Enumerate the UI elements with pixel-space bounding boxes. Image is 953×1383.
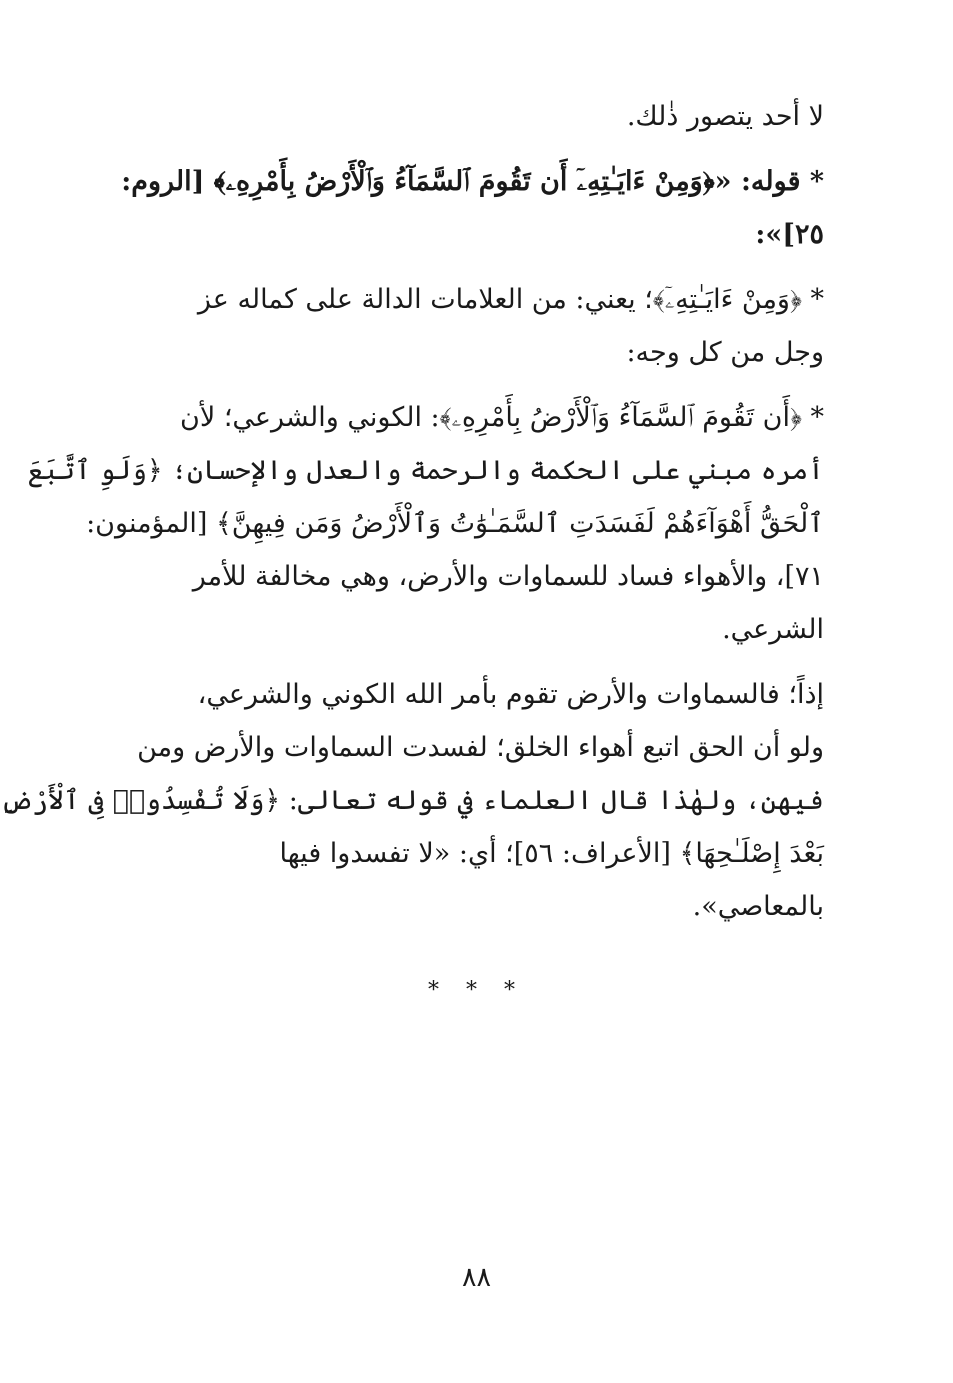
text-line: بَعْدَ إِصْلَـٰحِهَا﴾ [الأعراف: ٥٦]؛ أي: «لا تفسدوا فيها bbox=[279, 838, 824, 869]
paragraph-verse-header bbox=[108, 155, 824, 261]
section-separator: * * * bbox=[428, 978, 525, 1003]
text-line: * ﴿أَن تَقُومَ ٱلسَّمَآءُ وَٱلْأَرْضُ بِأَمْرِهِۦ﴾: الكوني والشرعي؛ لأن bbox=[180, 402, 824, 433]
paragraph-command bbox=[27, 391, 824, 656]
text-line: * ﴿وَمِنْ ءَايَـٰتِهِۦٓ﴾؛ يعني: من العلامات الدالة على كماله عز bbox=[197, 284, 824, 315]
text-line: إذاً؛ فالسماوات والأرض تقوم بأمر الله الكوني والشرعي، bbox=[197, 679, 824, 710]
text-line: ٱلْحَقُّ أَهْوَآءَهُمْ لَفَسَدَتِ ٱلسَّمَـٰوَٰتُ وَٱلْأَرْضُ وَمَن فِيهِنَّ﴾ [المؤمنون: bbox=[86, 508, 824, 539]
page-body bbox=[0, 90, 824, 945]
text-line: لا أحد يتصور ذٰلك. bbox=[626, 101, 824, 132]
text-line: فيهن، ولهٰذا قال العلماء في قوله تعالى: ﴿وَلَا تُفْسِدُوا۟ فِى ٱلْأَرْضِ bbox=[0, 785, 824, 816]
paragraph-intro bbox=[108, 90, 824, 143]
text-line: الشرعي. bbox=[722, 614, 824, 645]
text-line: وجل من كل وجه: bbox=[626, 337, 824, 368]
page-number: ٨٨ bbox=[461, 1262, 491, 1293]
paragraph-signs bbox=[108, 273, 824, 379]
text-line: ولو أن الحق اتبع أهواء الخلق؛ لفسدت السماوات والأرض ومن bbox=[137, 732, 824, 763]
text-line: ٢٥]»: bbox=[755, 219, 824, 250]
paragraph-conclusion bbox=[0, 668, 824, 933]
text-line: بالمعاصي». bbox=[692, 891, 824, 922]
text-line: أمره مبني على الحكمة والرحمة والعدل والإحسان؛ ﴿وَلَوِ ٱتَّبَعَ bbox=[27, 455, 824, 486]
text-line: * قوله: «﴿وَمِنْ ءَايَـٰتِهِۦٓ أَن تَقُومَ ٱلسَّمَآءُ وَٱلْأَرْضُ بِأَمْرِهِۦ﴾ [الروم: bbox=[121, 166, 824, 197]
text-line: ٧١]، والأهواء فساد للسماوات والأرض، وهي مخالفة للأمر bbox=[192, 561, 824, 592]
